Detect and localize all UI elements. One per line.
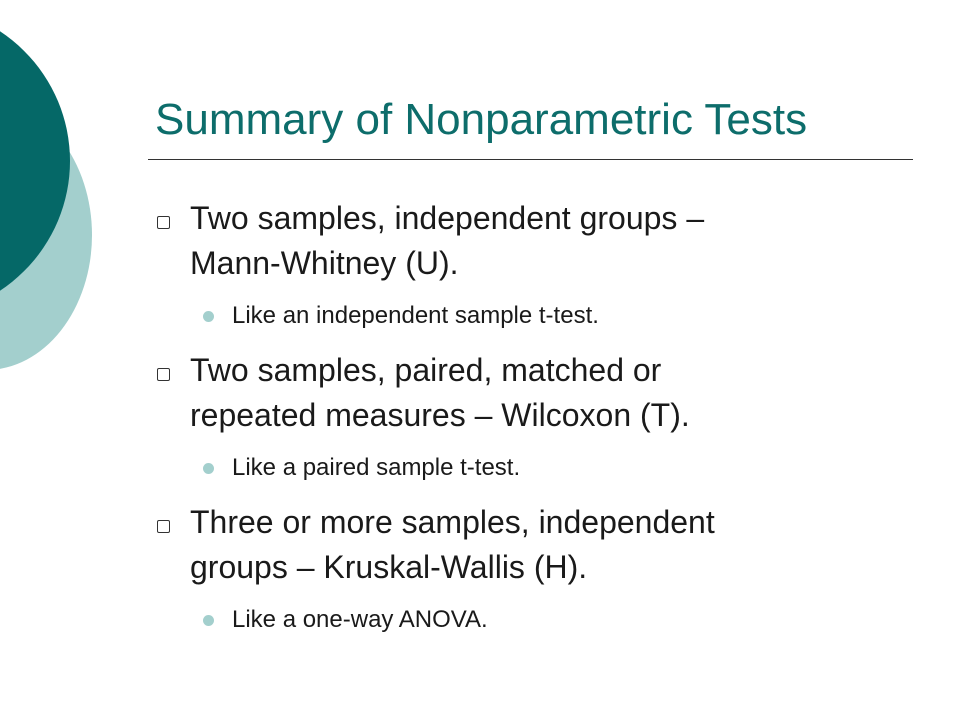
- sub-list-item-text: Like an independent sample t-test.: [232, 302, 599, 329]
- sub-list-item: [155, 296, 875, 336]
- dot-bullet-icon: [203, 463, 214, 474]
- sub-list-item: [155, 600, 875, 640]
- bullet-list: [155, 196, 875, 652]
- sub-list-item: [155, 448, 875, 488]
- square-bullet-icon: [157, 368, 170, 381]
- list-item-line: groups – Kruskal-Wallis (H).: [190, 549, 588, 585]
- title-divider: [148, 159, 913, 160]
- square-bullet-icon: [157, 520, 170, 533]
- square-bullet-icon: [157, 216, 170, 229]
- list-item: [155, 196, 875, 286]
- list-item-line: repeated measures – Wilcoxon (T).: [190, 397, 690, 433]
- list-item-line: Two samples, paired, matched or: [190, 352, 662, 388]
- list-item-text: [190, 500, 875, 590]
- dot-bullet-icon: [203, 615, 214, 626]
- list-item-line: Mann-Whitney (U).: [190, 245, 459, 281]
- list-item-line: Two samples, independent groups –: [190, 200, 705, 236]
- list-item: [155, 500, 875, 590]
- sub-list-item-text: Like a paired sample t-test.: [232, 454, 521, 481]
- list-item-line: Three or more samples, independent: [190, 504, 715, 540]
- sub-list-item-text: Like a one-way ANOVA.: [232, 606, 488, 633]
- list-item: [155, 348, 875, 438]
- dot-bullet-icon: [203, 311, 214, 322]
- list-item-text: [190, 196, 875, 286]
- list-item-text: [190, 348, 875, 438]
- slide-title: Summary of Nonparametric Tests: [155, 95, 808, 144]
